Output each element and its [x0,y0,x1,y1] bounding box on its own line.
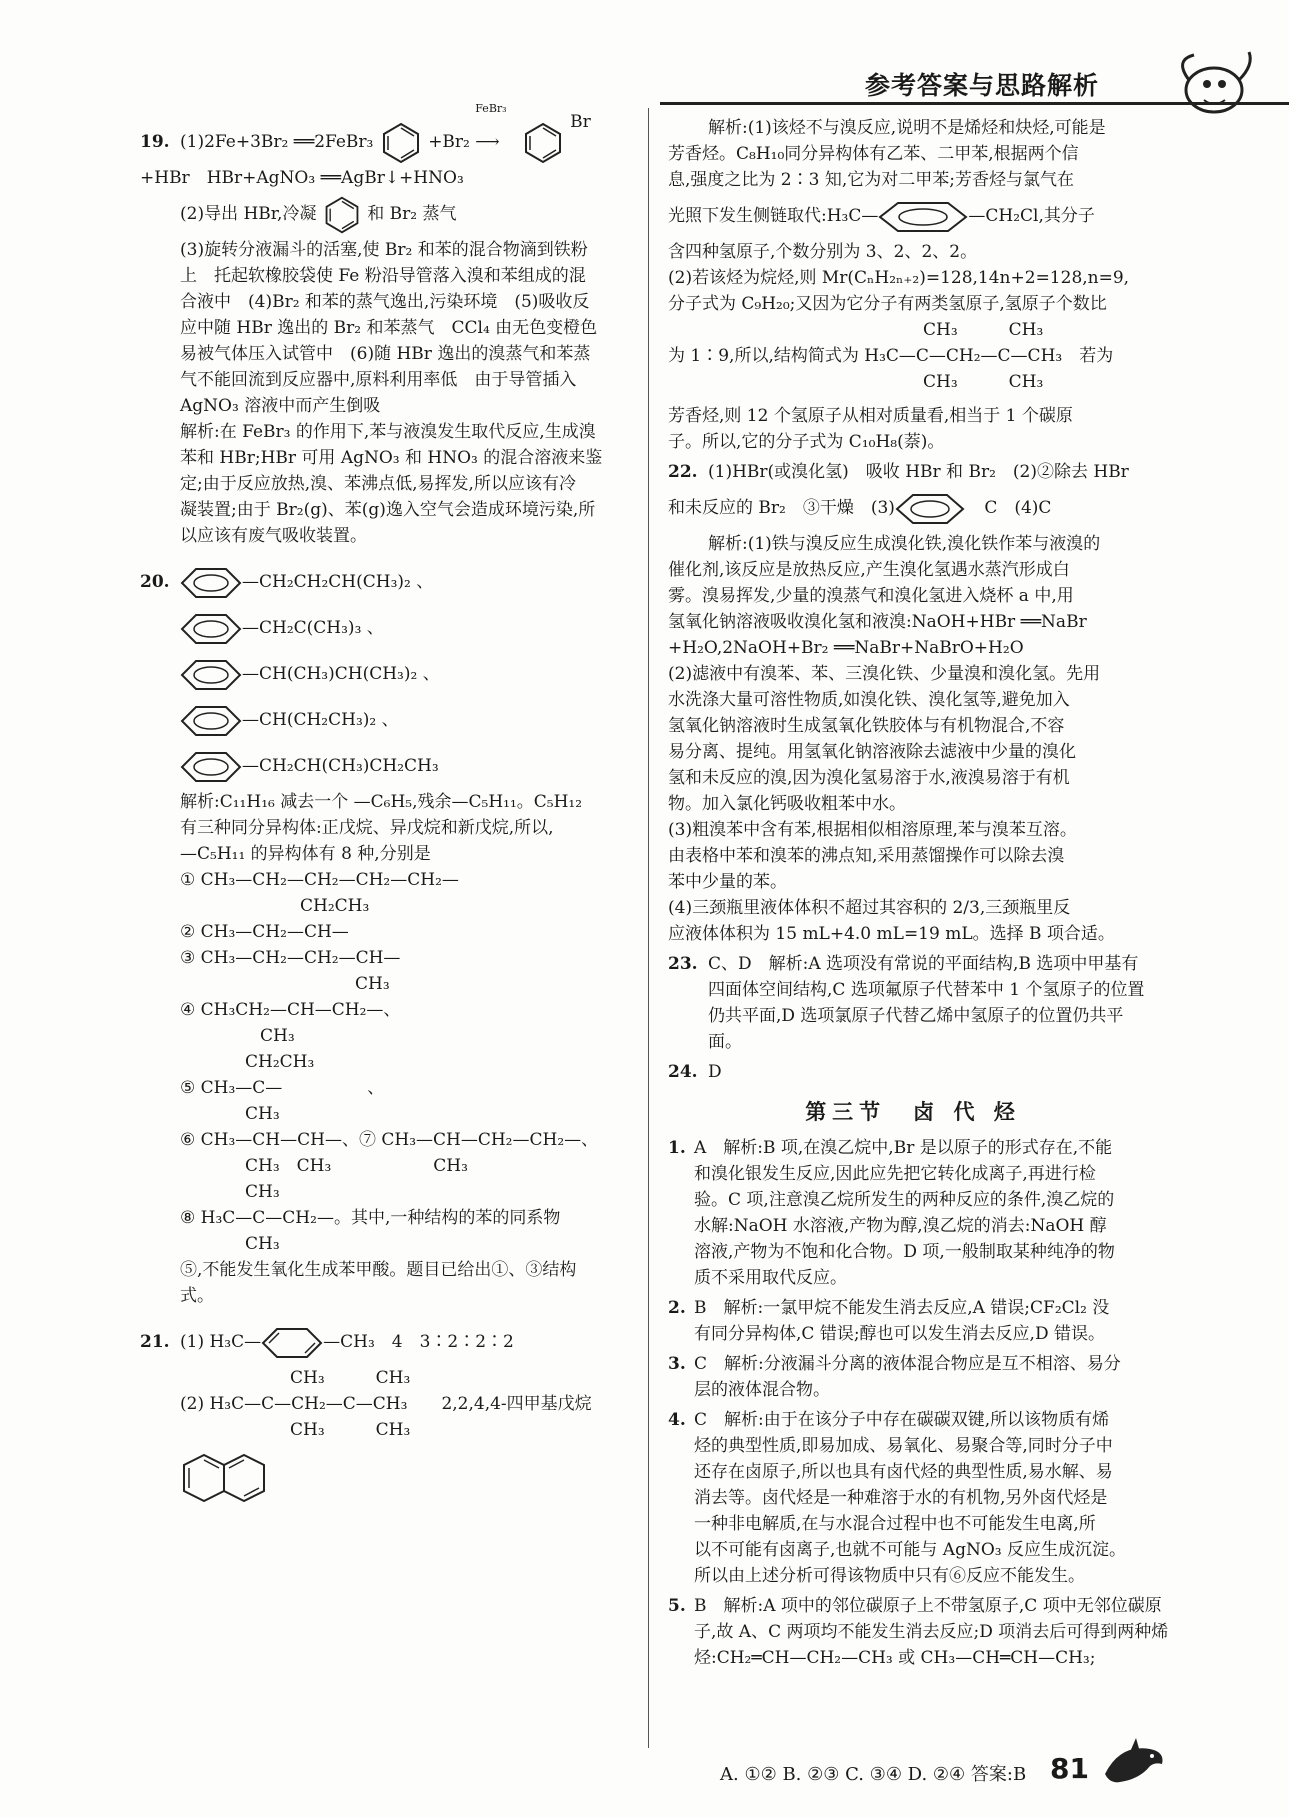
q22-analysis-9: 易分离、提纯。用氢氧化钠溶液除去滤液中少量的溴化 [668,742,1076,762]
q22-analysis-6: (2)滤液中有溴苯、苯、三溴化铁、少量溴和溴化氢。先用 [668,664,1101,684]
analysis-text: 光照下发生侧链取代:H₃C— [668,206,879,226]
q23-line-4: 面。 [708,1032,742,1052]
q20-iso-4 [140,697,635,743]
benzene-ring-icon [379,121,423,165]
q19-line-1 [140,102,635,165]
q20-analysis-4: ⑤,不能发生氧化生成苯甲酸。题目已给出①、③结构 [180,1260,577,1280]
question-21-analysis [668,115,1158,455]
s4-line-1 [668,1407,1158,1433]
equation-text: (1)2Fe+3Br₂ ══2FeBr₃ [180,132,374,152]
s5-line-1 [668,1593,1162,1619]
q20-iso-5 [140,743,635,789]
q23-line-2: 四面体空间结构,C 选项氟原子代替苯中 1 个氢原子的位置 [708,980,1145,1000]
question-19 [140,102,635,549]
answer-text: B 解析:一氯甲烷不能发生消去反应,A 错误;CF₂Cl₂ 没 [694,1298,1110,1318]
q20-iso-3 [140,651,635,697]
q21-analysis-4 [668,193,1158,239]
question-21 [140,1319,635,1515]
s1-line-2: 和溴化银发生反应,因此应先把它转化成离子,再进行检 [694,1164,1096,1184]
s1-line-4: 水解:NaOH 水溶液,产物为醇,溴乙烷的消去:NaOH 醇 [694,1216,1107,1236]
question-number: 23. [668,954,698,974]
q20-analysis-5: 式。 [180,1286,214,1306]
q22-analysis-8: 氢氧化钠溶液时生成氢氧化铁胶体与有机物混合,不容 [668,716,1065,736]
section-question-3 [668,1351,1158,1403]
q22-analysis-12: (3)粗溴苯中含有苯,根据相似相溶原理,苯与溴苯互溶。 [668,820,1077,840]
dolphin-icon [1100,1734,1170,1794]
isomer-3-branch: CH₃ [355,974,390,994]
question-number: 5. [668,1596,686,1616]
substituent-text: —CH₂C(CH₃)₃ 、 [242,618,384,638]
q22-line-1 [668,459,1158,485]
section-question-1 [668,1135,1158,1291]
catalyst-label: FeBr₃ [475,102,507,115]
substituent-text: —CH₂CH₂CH(CH₃)₂ 、 [242,572,434,592]
question-24 [668,1059,1158,1085]
q22-analysis-2: 催化剂,该反应是放热反应,产生溴化氢遇水蒸汽形成白 [668,560,1070,580]
section-question-4 [668,1407,1158,1589]
answer-text: C、D 解析:A 选项没有常说的平面结构,B 选项中甲基有 [708,954,1139,974]
q21-analysis-3: 息,强度之比为 2∶3 知,它为对二甲苯;芳香烃与氯气在 [668,170,1074,190]
q20-analysis-1: 解析:C₁₁H₁₆ 减去一个 —C₆H₅,残余—C₅H₁₁。C₅H₁₂ [180,792,583,812]
header-title: 参考答案与思路解析 [864,71,1099,100]
s1-line-5: 溶液,产物为不饱和化合物。D 项,一般制取某种纯净的物 [694,1242,1115,1262]
question-22 [668,459,1158,947]
q22-analysis-10: 氢和未反应的溴,因为溴化氢易溶于水,液溴易溶于有机 [668,768,1070,788]
q21-analysis-9: 芳香烃,则 12 个氢原子从相对质量看,相当于 1 个碳原 [668,406,1073,426]
question-number: 3. [668,1354,686,1374]
q19-analysis-3: 定;由于反应放热,溴、苯沸点低,易挥发,所以应该有冷 [180,474,576,494]
q21-analysis-8: 为 1∶9,所以,结构简式为 H₃C—C—CH₂—C—CH₃ 若为 [668,346,1114,366]
q22-analysis-5: +H₂O,2NaOH+Br₂ ══NaBr+NaBrO+H₂O [668,638,1024,658]
left-column [140,102,635,1515]
q21-line-1 [140,1319,635,1365]
answer-text: D [708,1062,722,1082]
page-footer [660,1752,1160,1802]
s4-line-5: 一种非电解质,在与水混合过程中也不可能发生电离,所 [694,1514,1096,1534]
isomer-8-branch-bottom: CH₃ [245,1234,280,1254]
isomer-4-branch: CH₃ [260,1026,295,1046]
question-number: 1. [668,1138,686,1158]
q20-analysis-2: 有三种同分异构体:正戊烷、异戊烷和新戊烷,所以, [180,818,554,838]
formula-text: (1) H₃C— [180,1332,262,1352]
q20-iso-1 [140,559,635,605]
answer-text: C 解析:由于在该分子中存在碳碳双键,所以该物质有烯 [694,1410,1110,1430]
q24-line [668,1059,1158,1085]
equation-text: +Br₂ [428,132,470,152]
answer-text: 和 Br₂ 蒸气 [367,204,457,224]
isomer-8-branch-top: CH₃ [245,1182,280,1202]
question-number: 22. [668,462,698,482]
q20-analysis-3: —C₅H₁₁ 的异构体有 8 种,分别是 [180,844,431,864]
s3-line-2: 层的液体混合物。 [694,1380,830,1400]
answer-text: (1)HBr(或溴化氢) 吸收 HBr 和 Br₂ (2)②除去 HBr [708,462,1129,482]
q19-line-6: 合液中 (4)Br₂ 和苯的蒸气逸出,污染环境 (5)吸收反 [180,292,590,312]
benzene-ring-icon [322,195,362,235]
benzene-ring-icon [180,613,242,645]
q19-analysis-1: 解析:在 FeBr₃ 的作用下,苯与液溴发生取代反应,生成溴 [180,422,596,442]
q22-analysis-13: 由表格中苯和溴苯的沸点知,采用蒸馏操作可以除去溴 [668,846,1065,866]
question-number: 24. [668,1062,698,1082]
q22-analysis-14: 苯中少量的苯。 [668,872,787,892]
s4-line-6: 以不可能有卤离子,也就不可能与 AgNO₃ 反应生成沉淀。 [694,1540,1126,1560]
benzene-ring-icon [878,201,968,233]
mascot-icon [1159,40,1269,130]
q23-line-1 [668,951,1158,977]
question-number: 20. [140,572,170,592]
section-question-2 [668,1295,1158,1347]
q21-line-2: (2) H₃C—C—CH₂—C—CH₃ 2,2,4,4-四甲基戊烷 [180,1394,592,1414]
q19-line-9: 气不能回流到反应器中,原料利用率低 由于导管插入 [180,370,577,390]
naphthalene-icon [180,1451,270,1507]
question-20 [140,559,635,1309]
bromobenzene-icon [521,121,565,165]
bromine-label: Br [570,112,591,132]
answer-text: B 解析:A 项中的邻位碳原子上不带氢原子,C 项中无邻位碳原 [694,1596,1162,1616]
answer-text: A 解析:B 项,在溴乙烷中,Br 是以原子的形式存在,不能 [694,1138,1113,1158]
substituent-text: —CH₂CH(CH₃)CH₂CH₃ [242,756,439,776]
s4-line-3: 还存在卤原子,所以也具有卤代烃的典型性质,易水解、易 [694,1462,1113,1482]
s4-line-7: 所以由上述分析可得该物质中只有⑥反应不能发生。 [694,1566,1085,1586]
q23-line-3: 仍共平面,D 选项氯原子代替乙烯中氢原子的位置仍共平 [708,1006,1124,1026]
q21-analysis-10: 子。所以,它的分子式为 C₁₀H₈(萘)。 [668,432,945,452]
benzene-ring-icon [261,1327,323,1359]
benzene-ring-icon [180,751,242,783]
section-title: 第三节 卤 代 烃 [805,1100,1021,1124]
s2-line-1 [668,1295,1158,1321]
isomer-5: ⑤ CH₃—C— 、 [180,1078,385,1098]
question-23 [668,951,1158,1055]
reaction-arrow: FeBr₃ ⟶ [475,102,507,152]
q22-analysis-3: 雾。溴易挥发,少量的溴蒸气和溴化氢进入烧杯 a 中,用 [668,586,1074,606]
substituent-text: —CH(CH₃)CH(CH₃)₂ 、 [242,664,440,684]
answer-text: (2)导出 HBr,冷凝 [180,204,317,224]
right-column [668,115,1169,1671]
s1-line-1 [668,1135,1158,1161]
q22-analysis-11: 物。加入氯化钙吸收粗苯中水。 [668,794,906,814]
isomer-5-branch-top: CH₂CH₃ [245,1052,315,1072]
question-number: 4. [668,1410,686,1430]
q21-branches-top: CH₃ CH₃ [290,1368,411,1388]
q22-analysis-16: 应液体体积为 15 mL+4.0 mL=19 mL。选择 B 项合适。 [668,924,1115,944]
benzene-ring-icon [180,567,242,599]
isomer-1: ① CH₃—CH₂—CH₂—CH₂—CH₂— [180,870,459,890]
substituent-text: —CH(CH₂CH₃)₂ 、 [242,710,399,730]
s1-line-3: 验。C 项,注意溴乙烷所发生的两种反应的条件,溴乙烷的 [694,1190,1115,1210]
page-number: 81 [1050,1752,1089,1785]
q19-line-5: 上 托起软橡胶袋使 Fe 粉沿导管落入溴和苯组成的混 [180,266,586,286]
q19-analysis-5: 以应该有废气吸收装置。 [180,526,367,546]
q22-analysis-4: 氢氧化钠溶液吸收溴化氢和液溴:NaOH+HBr ══NaBr [668,612,1087,632]
isomer-2-branch: CH₂CH₃ [300,896,370,916]
q21-analysis-6: (2)若该烃为烷烃,则 Mr(CₙH₂ₙ₊₂)=128,14n+2=128,n=9, [668,268,1130,288]
isomer-3: ③ CH₃—CH₂—CH₂—CH— [180,948,401,968]
isomer-6-7-branches: CH₃ CH₃ CH₃ [245,1156,468,1176]
s5-line-3: 烃:CH₂═CH—CH₂—CH₃ 或 CH₃—CH═CH—CH₃; [694,1648,1096,1668]
footer-options: A. ①② B. ②③ C. ③④ D. ②④ 答案:B [720,1764,1027,1785]
q19-line-3 [140,191,635,237]
q19-line-2: +HBr HBr+AgNO₃ ══AgBr↓+HNO₃ [140,168,464,188]
s2-line-2: 有同分异构体,C 错误;醇也可以发生消去反应,D 错误。 [694,1324,1105,1344]
question-number: 19. [140,132,170,152]
benzene-ring-icon [895,493,965,525]
s3-line-1 [668,1351,1158,1377]
q19-line-10: AgNO₃ 溶液中而产生倒吸 [180,396,381,416]
answer-text: C 解析:分液漏斗分离的液体混合物应是互不相溶、易分 [694,1354,1121,1374]
q21-analysis-5: 含四种氢原子,个数分别为 3、2、2、2。 [668,242,978,262]
q22-analysis-15: (4)三颈瓶里液体体积不超过其容积的 2/3,三颈瓶里反 [668,898,1071,918]
q21-analysis-7: 分子式为 C₉H₂₀;又因为它分子有两类氢原子,氢原子个数比 [668,294,1107,314]
s4-line-4: 消去等。卤代烃是一种难溶于水的有机物,另外卤代烃是 [694,1488,1108,1508]
analysis-text: —CH₂Cl,其分子 [968,206,1095,226]
q22-line-2 [668,485,1158,531]
naphthalene-structure [140,1451,635,1515]
benzene-ring-icon [180,659,242,691]
column-divider [648,108,649,1748]
isomer-4: ④ CH₃CH₂—CH—CH₂—、 [180,1000,401,1020]
section-question-5 [668,1593,1169,1671]
q19-analysis-2: 苯和 HBr;HBr 可用 AgNO₃ 和 HNO₃ 的混合溶液来鉴 [180,448,603,468]
q19-line-7: 应中随 HBr 逸出的 Br₂ 和苯蒸气 CCl₄ 由无色变橙色 [180,318,598,338]
q19-line-8: 易被气体压入试管中 (6)随 HBr 逸出的溴蒸气和苯蒸 [180,344,591,364]
q21-struct-bottom: CH₃ CH₃ [923,372,1044,392]
q22-analysis-7: 水洗涤大量可溶性物质,如溴化铁、溴化氢等,避免加入 [668,690,1070,710]
s5-line-2: 子,故 A、C 两项均不能发生消去反应;D 项消去后可得到两种烯 [694,1622,1169,1642]
q22-analysis-1: 解析:(1)铁与溴反应生成溴化铁,溴化铁作苯与液溴的 [708,534,1101,554]
q21-analysis-1: 解析:(1)该烃不与溴反应,说明不是烯烃和炔烃,可能是 [708,118,1106,138]
answer-text: C (4)C [984,498,1052,518]
q19-analysis-4: 凝装置;由于 Br₂(g)、苯(g)逸入空气会造成环境污染,所 [180,500,596,520]
question-number: 2. [668,1298,686,1318]
isomer-6-7: ⑥ CH₃—CH—CH—、⑦ CH₃—CH—CH₂—CH₂—、 [180,1130,599,1150]
question-number: 21. [140,1332,170,1352]
q20-iso-2 [140,605,635,651]
isomer-2: ② CH₃—CH₂—CH— [180,922,349,942]
q21-branches-bottom: CH₃ CH₃ [290,1420,411,1440]
q21-analysis-2: 芳香烃。C₈H₁₀同分异构体有乙苯、二甲苯,根据两个信 [668,144,1079,164]
s4-line-2: 烃的典型性质,即易加成、易氧化、易聚合等,同时分子中 [694,1436,1113,1456]
q21-struct-top: CH₃ CH₃ [923,320,1044,340]
answer-text: 和未反应的 Br₂ ③干燥 (3) [668,498,895,518]
formula-text: —CH₃ 4 3∶2∶2∶2 [323,1332,514,1352]
s1-line-6: 质不采用取代反应。 [694,1268,847,1288]
isomer-5-branch-bottom: CH₃ [245,1104,280,1124]
q19-line-4: (3)旋转分液漏斗的活塞,使 Br₂ 和苯的混合物滴到铁粉 [180,240,588,260]
isomer-8: ⑧ H₃C—C—CH₂—。其中,一种结构的苯的同系物 [180,1208,561,1228]
benzene-ring-icon [180,705,242,737]
